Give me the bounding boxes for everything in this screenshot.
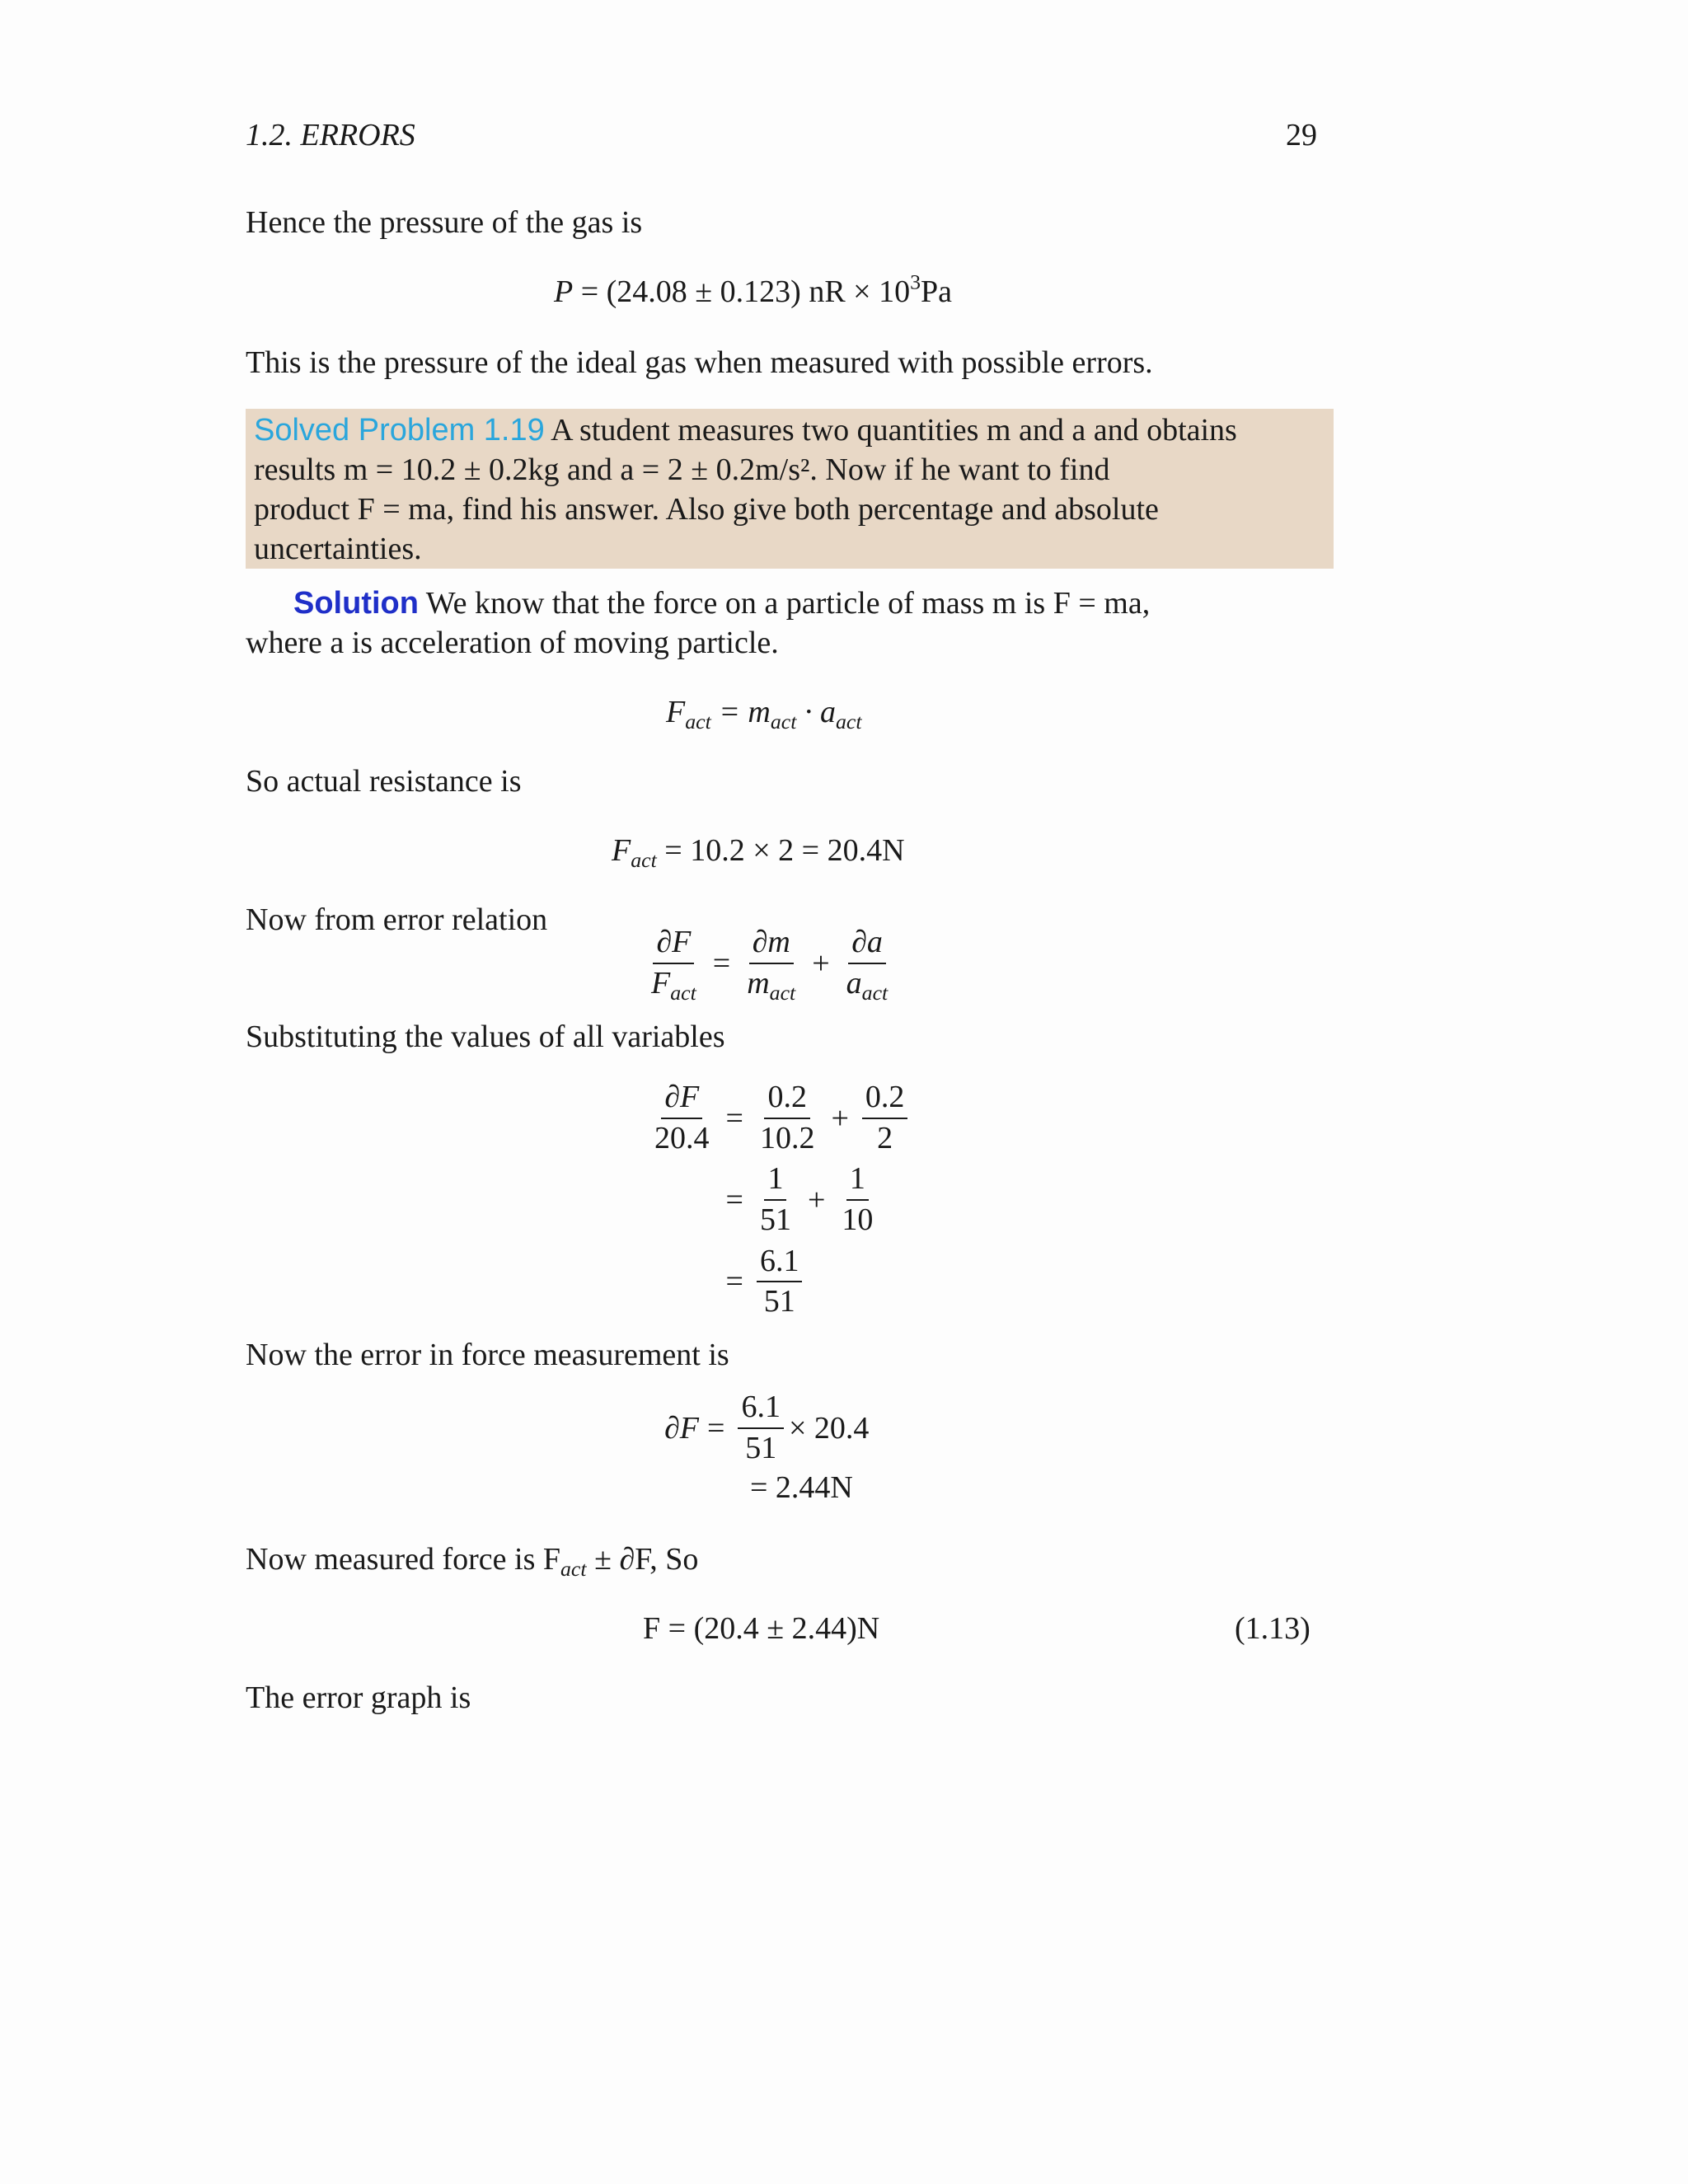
plus-sign: + <box>807 1183 826 1218</box>
problem-text <box>254 410 1325 569</box>
solution-line-text: We know that the force on a particle of mass m is F = ma, <box>418 586 1151 621</box>
rhs-row-3 <box>752 1244 912 1320</box>
eq-unit: Pa <box>921 274 953 309</box>
denominator: 20.4 <box>654 1120 710 1155</box>
fraction <box>648 925 700 1005</box>
eq-rhs: = (24.08 ± 0.123) nR × 10 <box>580 274 911 309</box>
eq-result: = 2.44N <box>750 1470 853 1506</box>
solution-line <box>246 583 1317 623</box>
equation-error <box>664 1390 869 1506</box>
solution-paragraph <box>246 583 1317 663</box>
problem-line-text: A student measures two quantities m and a and obtains <box>544 413 1237 448</box>
paragraph: Now from error relation <box>246 902 548 937</box>
eq-lhs: ∂F <box>664 1410 699 1446</box>
eq-exponent: 3 <box>910 269 921 294</box>
paragraph: Now measured force is $F_{act} \pm \partial F$, So <box>246 1542 699 1581</box>
eq-rhs <box>699 1390 869 1466</box>
equals-sign: = <box>707 1410 725 1446</box>
fraction <box>743 925 799 1005</box>
eq-rhs: = 10.2 × 2 = 20.4N <box>664 833 905 868</box>
problem-line: results m = 10.2 ± 0.2kg and a = 2 ± 0.2m/s². Now if he want to find <box>254 452 1110 487</box>
equation-final: F = (20.4 ± 2.44)N <box>643 1611 880 1646</box>
paragraph: The error graph is <box>246 1680 471 1715</box>
equation-error-relation <box>643 925 896 1005</box>
denominator: $a_{act}$ <box>846 965 889 1005</box>
fraction: $\frac{1}{51}$ <box>759 1161 791 1238</box>
eq-term: = m <box>719 695 771 729</box>
fraction <box>843 925 892 1005</box>
fraction: $\frac{6.1}{51}$ <box>738 1390 784 1466</box>
equation-force-value <box>612 832 905 872</box>
eq-lhs: P <box>554 274 574 309</box>
solution-line: where a is acceleration of moving particle. <box>246 626 779 660</box>
eq-subscript: act <box>631 847 657 872</box>
rhs-row-2 <box>752 1161 912 1238</box>
equation-substitution <box>646 1080 912 1320</box>
eq-subscript: act <box>685 709 711 733</box>
equals-sign: = <box>725 1264 743 1300</box>
fraction: $\frac{6.1}{51}$ <box>757 1244 803 1320</box>
fraction: $\frac{1}{10}$ <box>842 1161 874 1238</box>
problem-line <box>254 410 1325 450</box>
page-number: 29 <box>1286 118 1317 152</box>
equals-sign: = <box>725 1183 743 1218</box>
paragraph: Substituting the values of all variables <box>246 1019 725 1054</box>
fraction <box>651 1080 713 1156</box>
paragraph: Hence the pressure of the gas is <box>246 205 643 240</box>
denominator: $m_{act}$ <box>747 965 796 1005</box>
problem-line: product F = ma, find his answer. Also give both percentage and absolute <box>254 492 1159 527</box>
numerator: ∂m <box>749 925 794 964</box>
rhs-row-1 <box>752 1080 912 1156</box>
numerator: ∂F <box>653 925 694 964</box>
numerator: ∂a <box>848 925 886 964</box>
paragraph: This is the pressure of the ideal gas when measured with possible errors. <box>246 345 1153 380</box>
problem-title: Solved Problem 1.19 <box>254 413 545 448</box>
problem-line: uncertainties. <box>254 532 422 566</box>
equation-pressure <box>554 269 953 310</box>
equals-sign: = <box>712 945 731 981</box>
multiplier: × 20.4 <box>788 1410 870 1446</box>
eq-subscript: act <box>835 709 862 733</box>
solution-title: Solution <box>293 586 419 621</box>
eq-subscript: act <box>770 709 797 733</box>
paragraph: So actual resistance is <box>246 764 522 799</box>
eq-lhs: F <box>612 833 631 868</box>
eq-term: · a <box>796 695 836 729</box>
plus-sign: + <box>831 1100 849 1136</box>
equals-sign: = <box>725 1100 743 1136</box>
denominator: $F_{act}$ <box>651 965 696 1005</box>
equation-force-definition <box>666 694 862 733</box>
fraction: $\frac{0.2}{10.2}$ <box>759 1080 815 1155</box>
numerator: ∂F <box>661 1080 702 1119</box>
plus-sign: + <box>812 945 830 981</box>
fraction: $\frac{0.2}{2}$ <box>862 1080 908 1156</box>
equation-number: (1.13) <box>1235 1611 1311 1646</box>
eq-lhs: F <box>666 695 686 729</box>
paragraph: Now the error in force measurement is <box>246 1338 729 1372</box>
running-header: 1.2. ERRORS <box>246 118 415 152</box>
